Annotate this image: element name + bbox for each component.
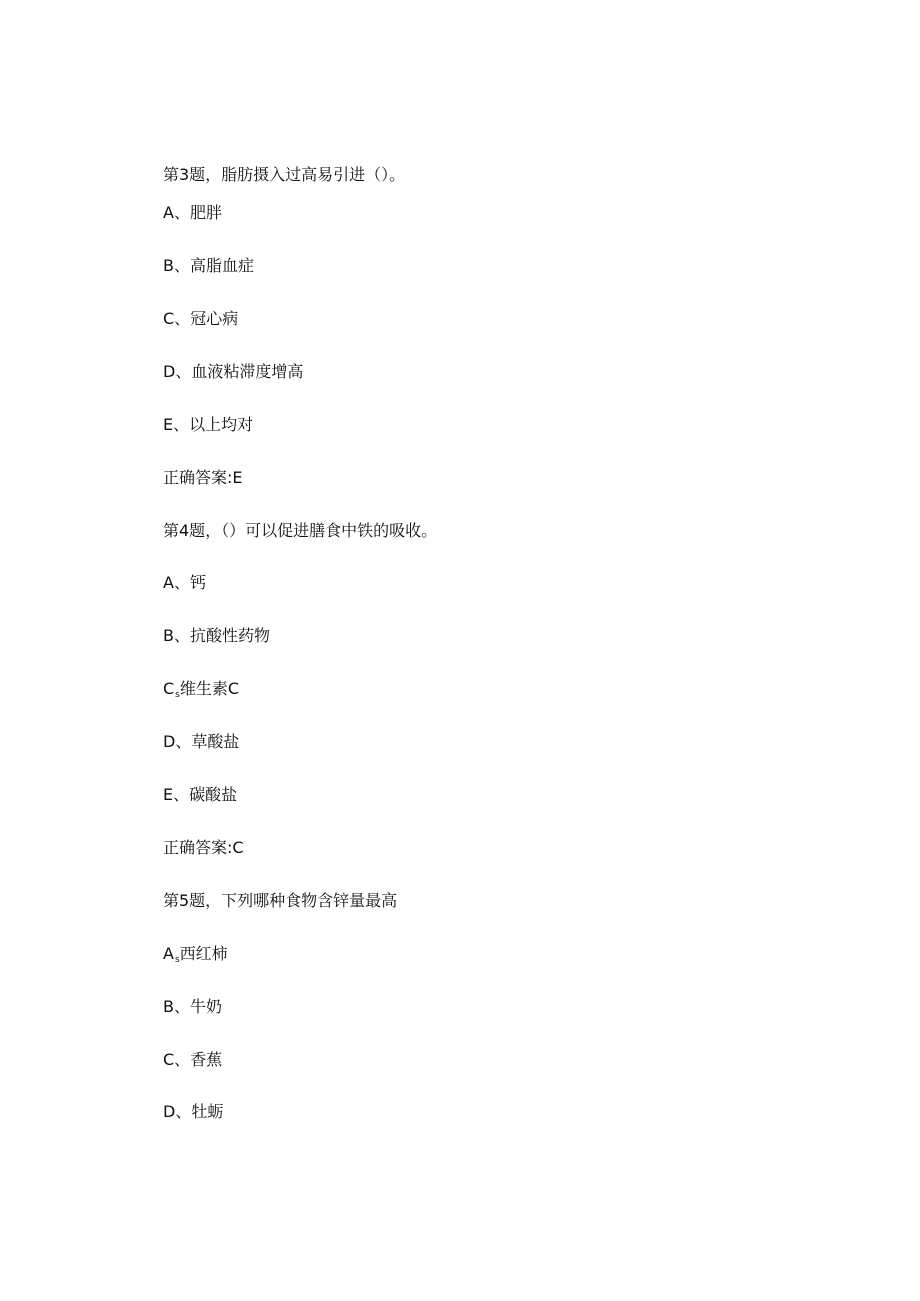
option-text: 牛奶	[190, 997, 223, 1016]
option-separator: s	[174, 955, 180, 965]
option-text: 冠心病	[190, 309, 239, 328]
question-3-answer: 正确答案:E	[163, 468, 243, 487]
question-4-option-b	[163, 626, 270, 646]
option-separator: s	[175, 690, 180, 700]
option-letter: B	[163, 256, 174, 275]
question-5-option-a	[163, 944, 228, 970]
option-letter: D	[163, 1102, 176, 1121]
option-letter: E	[163, 415, 174, 434]
option-text: 香蕉	[190, 1050, 223, 1069]
option-separator: 、	[173, 256, 190, 275]
option-letter: A	[163, 944, 174, 963]
question-3-option-b	[163, 256, 254, 276]
option-letter: B	[163, 626, 174, 645]
option-text: 牡蛎	[191, 1102, 224, 1121]
question-4-title: 第4题，（）可以促进膳食中铁的吸收。	[163, 521, 438, 540]
option-text: 钙	[189, 573, 206, 592]
question-5-title: 第5题，下列哪种食物含锌量最高	[163, 891, 398, 910]
option-letter: B	[163, 997, 174, 1016]
question-3-option-a	[163, 203, 222, 223]
question-5-option-d	[163, 1102, 223, 1122]
question-5-option-c	[163, 1050, 222, 1070]
question-4-option-d	[163, 732, 239, 752]
question-3-option-e	[163, 415, 253, 435]
option-separator: 、	[175, 362, 192, 381]
option-letter: D	[163, 362, 176, 381]
option-separator: 、	[173, 415, 190, 434]
option-text: 草酸盐	[191, 732, 240, 751]
option-text: 抗酸性药物	[190, 626, 271, 645]
option-separator: 、	[175, 732, 192, 751]
option-letter: C	[163, 679, 175, 698]
option-separator: 、	[174, 1050, 191, 1069]
option-letter: C	[163, 1050, 175, 1069]
option-text: 血液粘滞度增高	[191, 362, 304, 381]
question-5-option-b	[163, 997, 222, 1017]
option-text: 肥胖	[189, 203, 222, 222]
option-letter: D	[163, 732, 176, 751]
question-3-option-c	[163, 309, 238, 329]
option-text: 以上均对	[189, 415, 254, 434]
question-3-title: 第3题，脂肪摄入过高易引进（）。	[163, 165, 406, 184]
question-4-answer: 正确答案:C	[163, 838, 244, 857]
option-separator: 、	[173, 573, 190, 592]
option-separator: 、	[173, 203, 190, 222]
question-3-option-d	[163, 362, 303, 382]
option-letter: C	[163, 309, 175, 328]
option-text: 碳酸盐	[189, 785, 238, 804]
option-separator: 、	[174, 309, 191, 328]
option-separator: 、	[173, 997, 190, 1016]
option-text: 维生素C	[179, 679, 240, 698]
option-text: 西红柿	[179, 944, 228, 963]
option-text: 高脂血症	[190, 256, 255, 275]
option-separator: 、	[173, 785, 190, 804]
option-separator: 、	[173, 626, 190, 645]
option-letter: A	[163, 203, 174, 222]
question-4-option-e	[163, 785, 237, 805]
option-letter: E	[163, 785, 174, 804]
question-4-option-c	[163, 679, 239, 705]
option-letter: A	[163, 573, 174, 592]
option-separator: 、	[175, 1102, 192, 1121]
question-4-option-a	[163, 573, 206, 593]
